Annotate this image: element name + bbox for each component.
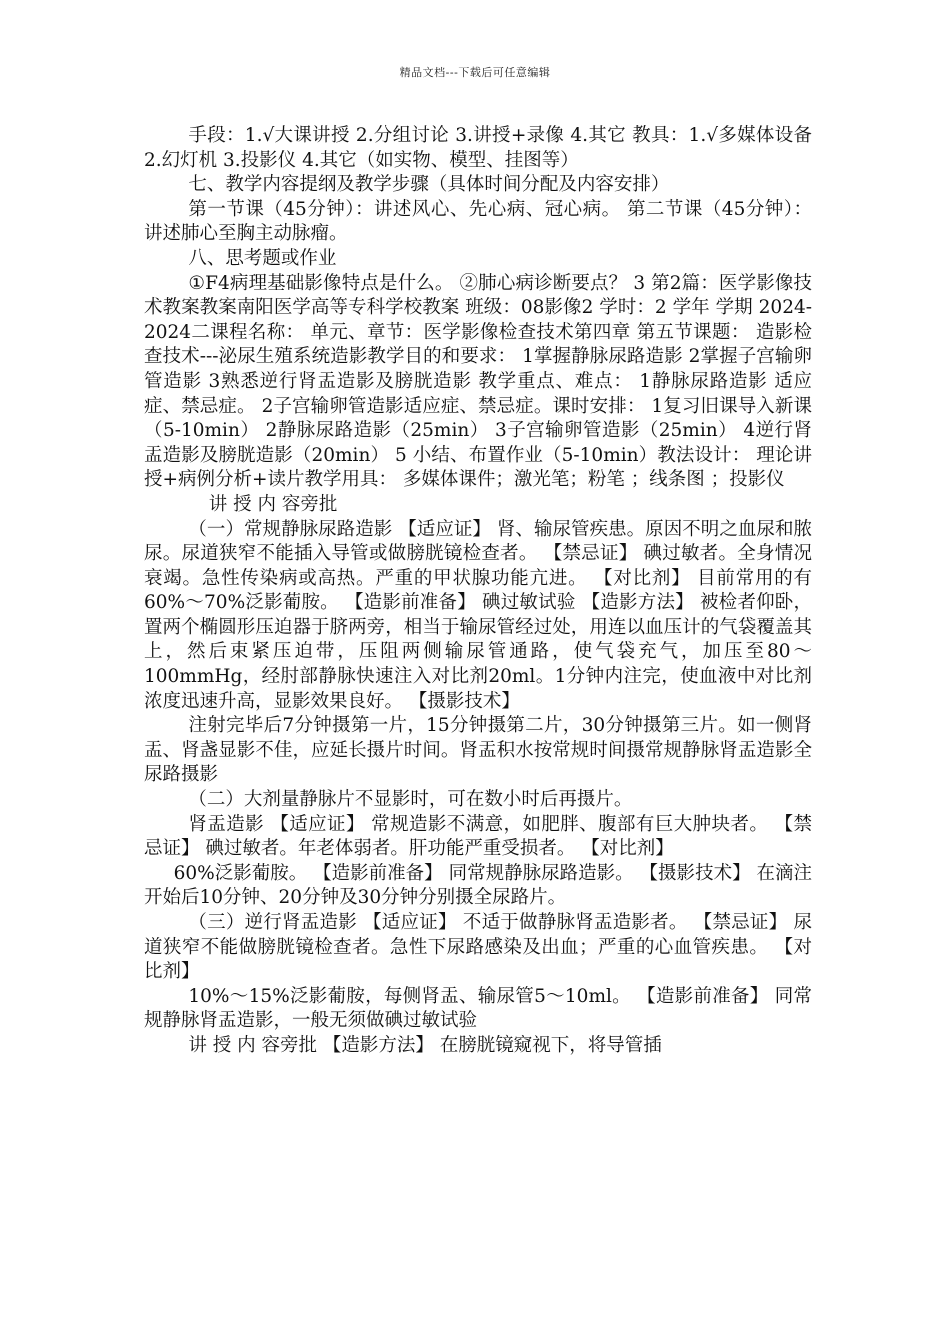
- paragraph-retrograde-method: 讲 授 内 容旁批 【造影方法】 在膀胱镜窥视下，将导管插: [188, 1034, 662, 1056]
- paragraph-pyelography: 肾盂造影 【适应证】 常规造影不满意，如肥胖、腹部有巨大肿块者。 【禁忌证】 碘过敏者。年老体弱者。肝功能严重受损者。 【对比剂】: [144, 813, 812, 860]
- document-body: [144, 124, 812, 1059]
- section-heading-7: 七、教学内容提纲及教学步骤（具体时间分配及内容安排）: [188, 174, 670, 196]
- paragraph-retrograde-pyelography: （三）逆行肾盂造影 【适应证】 不适于做静脉肾盂造影者。 【禁忌证】 尿道狭窄不能做膀胱镜检查者。急性下尿路感染及出血；严重的心血管疾患。 【对比剂】: [144, 912, 812, 983]
- paragraph-contrast-agent: 60%泛影葡胺。 【造影前准备】 同常规静脉尿路造影。 【摄影技术】 在滴注开始后10分钟、20分钟及30分钟分别摄全尿路片。: [144, 862, 812, 909]
- lecture-content-heading: 讲 授 内 容旁批: [208, 493, 338, 515]
- paragraph-homework-and-plan: ①F4病理基础影像特点是什么。 ②肺心病诊断要点？ 3 第2篇：医学影像技术教案教案南阳医学高等专科学校教案 班级：08影像2 学时：2 学年 学期 2024-2024二课程名称： 单元、章节：医学影像检查技术第四章 第五节课题： 造影检查技术---泌尿生殖系统造影教学目的和要求： 1掌握静脉尿路造影 2掌握子宫输卵管造影 3熟悉逆行肾盂造影及膀胱造影 教学重点、难点： 1静脉尿路造影 适应症、禁忌症。 2子宫输卵管造影适应症、禁忌症。课时安排： 1复习旧课导入新课（5-10min） 2静脉尿路造影（25min） 3子宫输卵管造影（25min） 4逆行肾盂造影及膀胱造影（20min） 5 小结、布置作业（5-10min）教法设计： 理论讲授+病例分析+读片教学用具： 多媒体课件；激光笔；粉笔 ；线条图 ；投影仪: [144, 272, 812, 491]
- paragraph-ivu-standard: （一）常规静脉尿路造影 【适应证】 肾、输尿管疾患。原因不明之血尿和脓尿。尿道狭窄不能插入导管或做膀胱镜检查者。 【禁忌证】 碘过敏者。全身情况衰竭。急性传染病或高热。严重的甲状腺功能亢进。 【对比剂】 目前常用的有60%～70%泛影葡胺。 【造影前准备】 碘过敏试验 【造影方法】 被检者仰卧，置两个椭圆形压迫器于脐两旁，相当于输尿管经过处，用连以血压计的气袋覆盖其上，然后束紧压迫带，压阻两侧输尿管通路，使气袋充气，加压至80～100mmHg，经肘部静脉快速注入对比剂20ml。1分钟内注完，使血液中对比剂浓度迅速升高，显影效果良好。 【摄影技术】: [144, 518, 812, 712]
- paragraph-high-dose-ivu: （二）大剂量静脉片不显影时，可在数小时后再摄片。: [188, 789, 633, 811]
- page-header: 精品文档---下载后可任意编辑: [399, 66, 551, 79]
- paragraph-imaging-timing: 注射完毕后7分钟摄第一片，15分钟摄第二片，30分钟摄第三片。如一侧肾盂、肾盏显影不佳，应延长摄片时间。肾盂积水按常规时间摄常规静脉肾盂造影全尿路摄影: [144, 715, 812, 786]
- paragraph-retrograde-contrast: 10%～15%泛影葡胺，每侧肾盂、输尿管5～10ml。 【造影前准备】 同常规静脉肾盂造影，一般无须做碘过敏试验: [144, 985, 812, 1032]
- section-heading-8: 八、思考题或作业: [188, 247, 337, 269]
- paragraph-teaching-means: 手段：1.√大课讲授 2.分组讨论 3.讲授+录像 4.其它 教具：1.√多媒体设备 2.幻灯机 3.投影仪 4.其它（如实物、模型、挂图等）: [144, 125, 812, 171]
- paragraph-lesson-outline: 第一节课（45分钟）：讲述风心、先心病、冠心病。 第二节课（45分钟）：讲述肺心至胸主动脉瘤。: [144, 198, 812, 245]
